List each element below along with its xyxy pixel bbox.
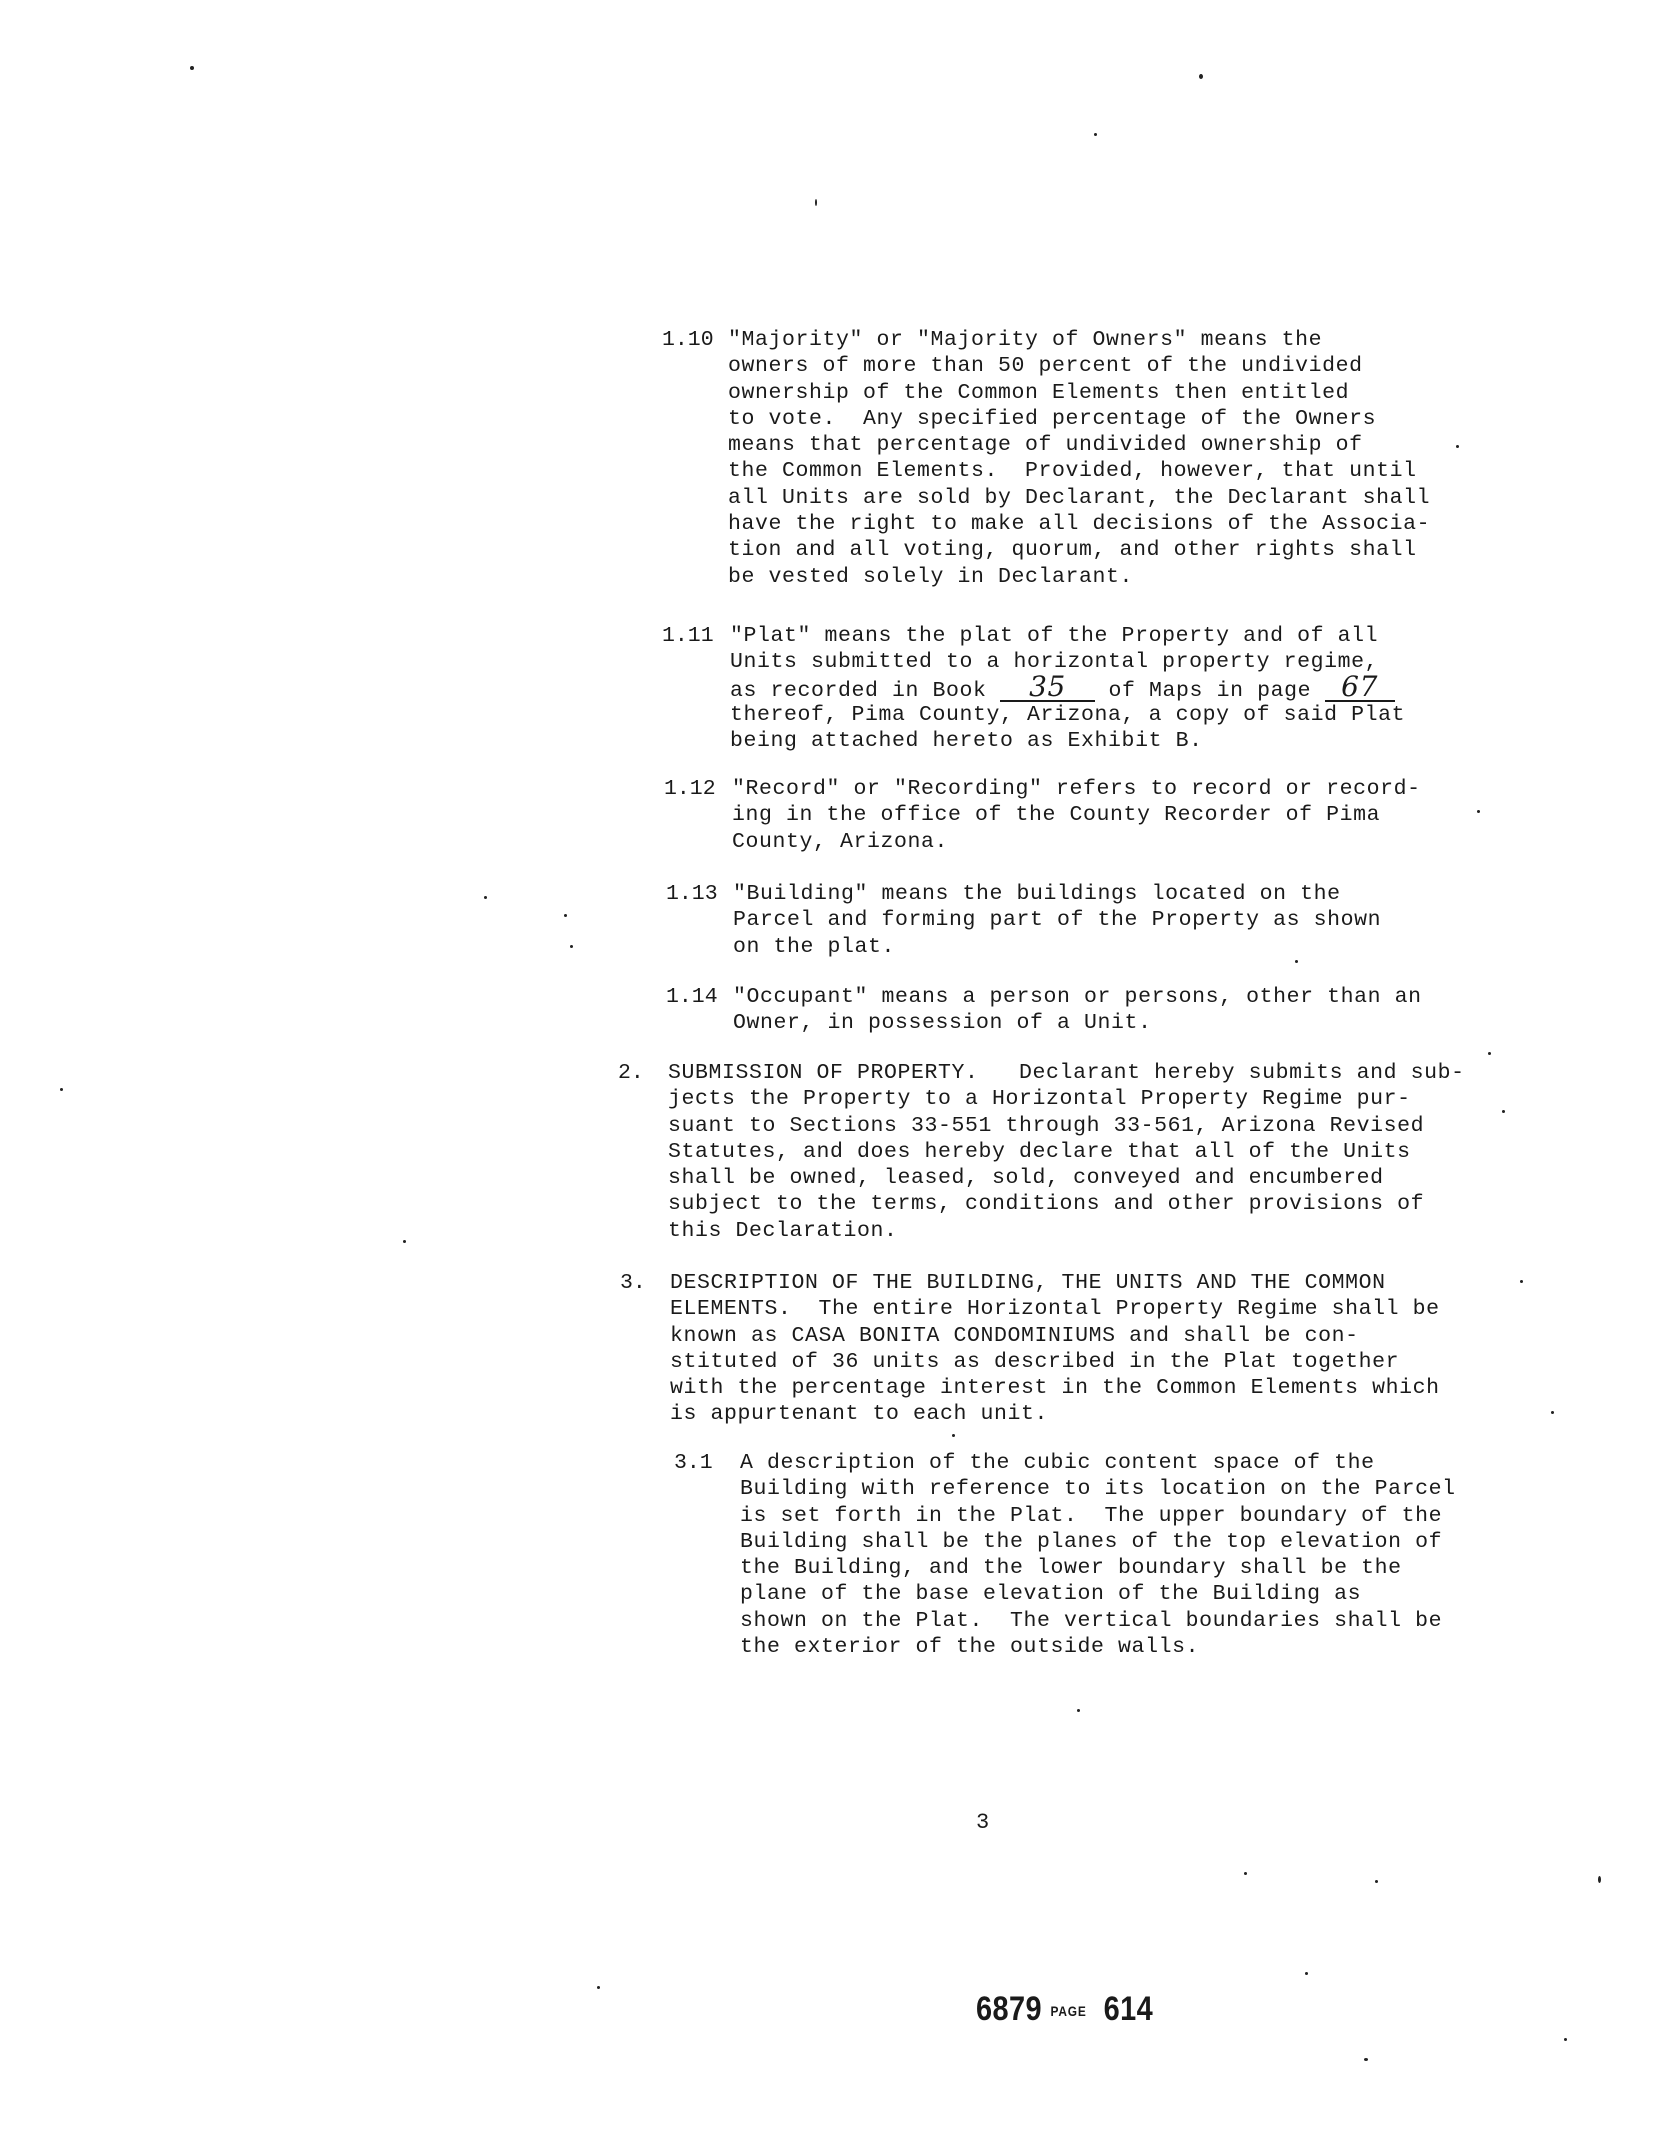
text-line: the Building, and the lower boundary shall be the xyxy=(740,1556,1402,1581)
handwritten-page-number: 67 xyxy=(1325,676,1395,702)
text-line: Building with reference to its location on the Parcel xyxy=(740,1477,1456,1502)
scan-speck xyxy=(60,1088,63,1091)
text-line: the Common Elements. Provided, however, that until xyxy=(728,459,1417,484)
paragraph-3-1 xyxy=(740,1450,1456,1660)
text-line: to vote. Any specified percentage of the Owners xyxy=(728,406,1377,431)
text-line: Statutes, and does hereby declare that all of the Units xyxy=(668,1139,1411,1164)
section-number: 3. xyxy=(620,1271,646,1295)
text-line: "Occupant" means a person or persons, other than an xyxy=(733,985,1422,1009)
text-line: DESCRIPTION OF THE BUILDING, THE UNITS AND THE COMMON xyxy=(670,1271,1386,1295)
scan-speck xyxy=(1375,1880,1378,1883)
text-line: thereof, Pima County, Arizona, a copy of said Plat xyxy=(730,702,1406,727)
text-line: with the percentage interest in the Common Elements which xyxy=(670,1376,1440,1401)
scan-speck xyxy=(1305,1972,1308,1975)
scan-speck xyxy=(1598,1876,1601,1883)
scan-speck xyxy=(1295,960,1298,963)
text-line: Units submitted to a horizontal property regime, xyxy=(730,650,1379,675)
text-line: known as CASA BONITA CONDOMINIUMS and shall be con- xyxy=(670,1323,1359,1348)
text-line: Building shall be the planes of the top elevation of xyxy=(740,1529,1443,1554)
text-fragment: as recorded in Book xyxy=(730,678,1001,703)
scan-speck xyxy=(1094,133,1097,136)
text-line: "Building" means the buildings located on the xyxy=(733,882,1341,906)
scan-speck xyxy=(1502,1110,1505,1113)
text-line: ELEMENTS. The entire Horizontal Property Regime shall be xyxy=(670,1297,1440,1322)
paragraph-1-12 xyxy=(732,776,1421,855)
scan-speck xyxy=(484,896,487,899)
handwritten-book-number: 35 xyxy=(1000,676,1095,702)
scan-speck xyxy=(1564,2038,1567,2041)
scan-speck xyxy=(952,1434,955,1437)
text-line: on the plat. xyxy=(733,934,896,959)
text-line: plane of the base elevation of the Building as xyxy=(740,1582,1362,1607)
scan-speck xyxy=(1244,1872,1247,1875)
paragraph-1-14 xyxy=(733,984,1422,1037)
text-line: SUBMISSION OF PROPERTY. Declarant hereby submits and sub- xyxy=(668,1061,1465,1085)
scan-speck xyxy=(1456,445,1459,448)
page-number: 3 xyxy=(976,1810,990,1835)
scan-speck xyxy=(1551,1411,1554,1414)
text-line: "Majority" or "Majority of Owners" means the xyxy=(728,328,1323,352)
scan-speck xyxy=(1488,1052,1491,1055)
section-number: 1.10 xyxy=(662,328,714,352)
text-line: have the right to make all decisions of the Associa- xyxy=(728,512,1431,537)
text-line: owners of more than 50 percent of the undivided xyxy=(728,354,1363,379)
scan-speck xyxy=(597,1986,600,1989)
scan-speck xyxy=(1199,74,1203,79)
section-number: 1.13 xyxy=(666,882,718,906)
section-number: 1.12 xyxy=(664,777,716,801)
text-line: "Record" or "Recording" refers to record or record- xyxy=(732,777,1421,801)
scan-speck xyxy=(190,66,194,70)
scan-speck xyxy=(1364,2058,1368,2061)
text-line: all Units are sold by Declarant, the Declarant shall xyxy=(728,485,1431,510)
text-line: tion and all voting, quorum, and other rights shall xyxy=(728,538,1417,563)
book-number: 6879 xyxy=(976,1990,1042,2028)
scan-speck xyxy=(1077,1709,1080,1712)
text-line: be vested solely in Declarant. xyxy=(728,564,1134,589)
text-line: means that percentage of undivided ownership of xyxy=(728,433,1363,458)
text-line: the exterior of the outside walls. xyxy=(740,1635,1200,1660)
record-page-number: 614 xyxy=(1103,1990,1154,2028)
paragraph-1-10 xyxy=(728,327,1430,590)
text-line: being attached hereto as Exhibit B. xyxy=(730,729,1203,754)
section-number: 3.1 xyxy=(674,1451,713,1475)
section-2-submission xyxy=(668,1060,1465,1244)
text-line: Parcel and forming part of the Property as shown xyxy=(733,908,1382,933)
text-line: suant to Sections 33-551 through 33-561, Arizona Revised xyxy=(668,1113,1425,1138)
section-number: 2. xyxy=(618,1061,644,1085)
scan-speck xyxy=(564,914,567,917)
text-line: shown on the Plat. The vertical boundaries shall be xyxy=(740,1608,1443,1633)
page-label: PAGE xyxy=(1050,2003,1087,2020)
section-3-description xyxy=(670,1270,1440,1428)
text-line: ing in the office of the County Recorder of Pima xyxy=(732,803,1381,828)
text-line: ownership of the Common Elements then entitled xyxy=(728,380,1350,405)
text-line: is set forth in the Plat. The upper boundary of the xyxy=(740,1503,1443,1528)
text-line: subject to the terms, conditions and other provisions of xyxy=(668,1192,1425,1217)
scan-speck xyxy=(1520,1280,1523,1283)
scan-speck xyxy=(570,945,573,948)
text-fragment: of Maps in page xyxy=(1095,678,1325,703)
text-line: A description of the cubic content space of the xyxy=(740,1451,1375,1475)
text-line: this Declaration. xyxy=(668,1218,898,1243)
scan-speck xyxy=(403,1240,406,1243)
text-line: "Plat" means the plat of the Property and of all xyxy=(730,624,1379,648)
section-number: 1.11 xyxy=(662,624,714,648)
text-line: jects the Property to a Horizontal Property Regime pur- xyxy=(668,1087,1411,1112)
text-line: Owner, in possession of a Unit. xyxy=(733,1011,1152,1036)
paragraph-1-11 xyxy=(730,623,1405,754)
scan-speck xyxy=(815,199,817,206)
section-number: 1.14 xyxy=(666,985,718,1009)
scan-speck xyxy=(1477,810,1480,813)
paragraph-1-13 xyxy=(733,881,1381,960)
text-line: County, Arizona. xyxy=(732,829,949,854)
recording-stamp xyxy=(976,1990,1153,2029)
text-line: is appurtenant to each unit. xyxy=(670,1402,1049,1427)
text-line: shall be owned, leased, sold, conveyed and encumbered xyxy=(668,1166,1384,1191)
text-line-with-blanks xyxy=(730,669,1405,703)
text-line: stituted of 36 units as described in the Plat together xyxy=(670,1349,1400,1374)
